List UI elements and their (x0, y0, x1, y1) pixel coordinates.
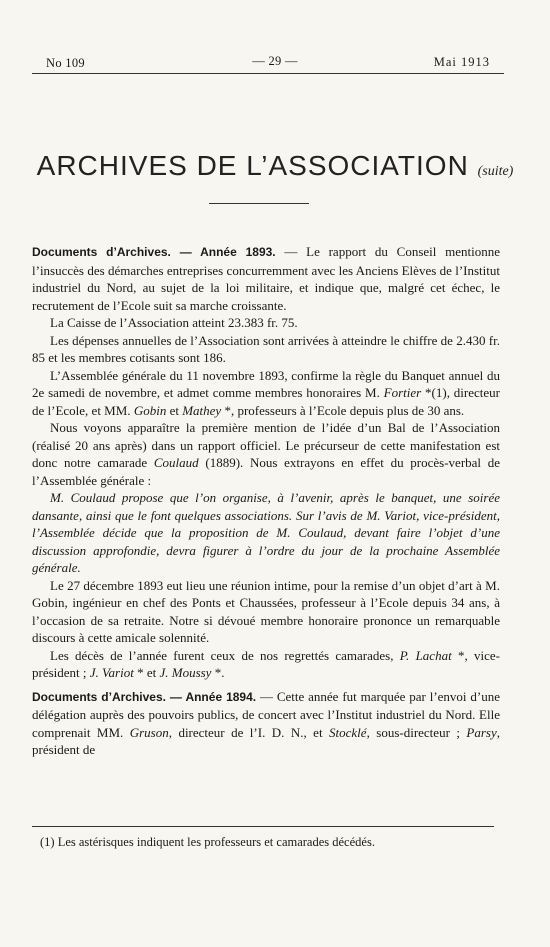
paragraph-quote: M. Coulaud propose que l’on organise, à l’avenir, après le banquet, une soirée dansante, ainsi que le font quelques associations. Sur l’avis de M. Variot, vice-président, l’Assemblée décide que la proposition de M. Coulaud, devant faire l’objet d’une discussion approfondie, devra figurer à l’ordre du jour de la prochaine Assemblée générale. (32, 490, 500, 575)
paragraph-bal: Nous voyons apparaître la première mention de l’idée d’un Bal de l’Association (réalisé 20 ans après) dans un rapport officiel. Le précurseur de cette manifestation est donc notre camarade Coulaud (1889). Nous extrayons en effet du procès-verbal de l’Assemblée générale : (32, 420, 501, 488)
paragraph-reunion: Le 27 décembre 1893 eut lieu une réunion intime, pour la remise d’un objet d’art à M. Gobin, ingénieur en chef des Ponts et Chaussées, professeur à l’Ecole depuis 34 ans, à l’occasion de sa retraite. Notre si dévoué membre honoraire prononce un remarquable discours à cette amicale solennité. (32, 577, 500, 645)
issue-number: No 109 (46, 56, 85, 70)
paragraph-assemblee: L’Assemblée générale du 11 novembre 1893, confirme la règle du Banquet annuel du 2e samedi de novembre, et admet comme membres honoraires M. Fortier *(1), directeur de l’Ecole, et MM. Gobin et Mathey *, professeurs à l’Ecole depuis plus de 30 ans. (32, 367, 500, 418)
paragraph-depenses: Les dépenses annuelles de l’Association sont arrivées à atteindre le chiffre de 2.430 fr. 85 et les membres cotisants sont 186. (32, 332, 500, 365)
paragraph-deces: Les décès de l’année furent ceux de nos regrettés camarades, P. Lachat *, vice-président ; J. Variot * et J. Moussy *. (32, 647, 501, 680)
section-heading-1894: Documents d’Archives. — Année 1894. (32, 689, 257, 704)
section-heading-1893: Documents d’Archives. — Année 1893. (32, 245, 276, 259)
footnote-rule (32, 826, 494, 827)
page-number: — 29 — (252, 54, 298, 68)
article-body (32, 243, 500, 759)
title-rule (209, 203, 309, 204)
article-title (0, 150, 550, 190)
paragraph-1894: Documents d’Archives. — Année 1894. — Cette année fut marquée par l’envoi d’une délégation auprès des pouvoirs publics, de concert avec l’Institut industriel du Nord. Elle comprenait MM. Gruson, directeur de l’I. D. N., et Stocklé, sous-directeur ; Parsy, président de (32, 688, 500, 757)
footnote: (1) Les astérisques indiquent les professeurs et camarades décédés. (40, 835, 375, 849)
running-header (0, 54, 550, 74)
issue-date: Mai 1913 (433, 55, 490, 69)
paragraph-1893: Documents d’Archives. — Année 1893. — Le rapport du Conseil mentionne l’insuccès des démarches entreprises concurremment avec les Anciens Elèves de l’Institut industriel du Nord, au sujet de la loi militaire, et indique que, malgré cet échec, le recrutement de l’Ecole suit sa marche croissante. (32, 244, 500, 313)
header-rule (32, 73, 504, 74)
title-suffix: (suite) (477, 164, 514, 179)
title-main: ARCHIVES DE L’ASSOCIATION (36, 150, 469, 181)
paragraph-caisse: La Caisse de l’Association atteint 23.383 fr. 75. (50, 315, 298, 330)
